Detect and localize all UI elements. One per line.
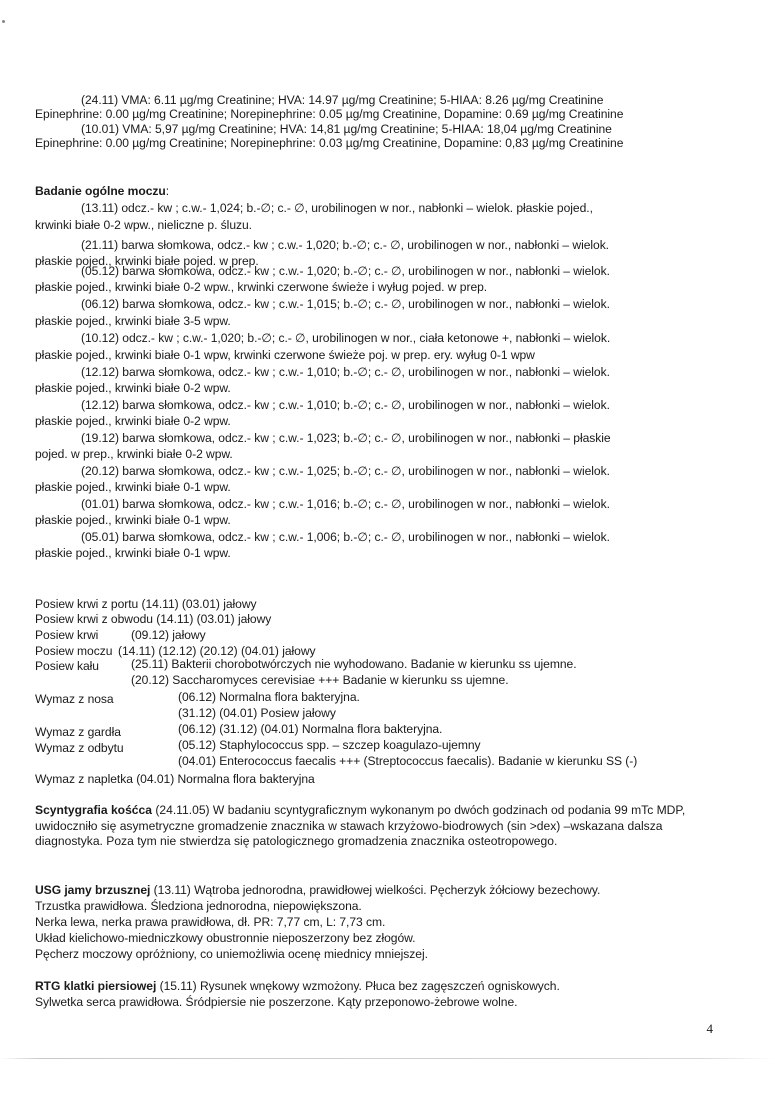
culture-result: (04.01) Enterococcus faecalis +++ (Streptococcus faecalis). Badanie w kierunku SS (-) [178,754,638,768]
urine-line: (05.12) barwa słomkowa, odcz.- kw ; c.w.- 1,020; b.-∅; c.- ∅, urobilinogen w nor., nabłonki – wielok. [81,264,610,278]
usg-text: (13.11) Wątroba jednorodna, prawidłowej wielkości. Pęcherzyk żółciowy bezechowy. [150,883,601,897]
culture-label: Wymaz z napletka (04.01) Normalna flora bakteryjna [35,772,315,786]
urine-line: (01.01) barwa słomkowa, odcz.- kw ; c.w.- 1,016; b.-∅; c.- ∅, urobilinogen w nor., nabłonki – wielok. [81,497,610,511]
scintigraphy-text: (24.11.05) W badaniu scyntygraficznym wykonanym po dwóch godzinach od podania 99 mTc MDP, uwidoczniło się asymetryczne gromadzenie znacznika w stawach krzyżowo-biodrowych (sin >dex) –wskazana dalsza diagnostyka. Poza tym nie stwierdza się patologicznego gromadzenia znacznika osteotropowego. [35,803,686,848]
culture-label: Posiew krwi z obwodu (14.11) (03.01) jałowy [35,612,272,626]
urine-line: (10.12) odcz.- kw ; c.w.- 1,020; b.-∅; c.- ∅, urobilinogen w nor., ciała ketonowe +, nabłonki – wielok. [81,331,611,345]
culture-result: (09.12) jałowy [131,628,206,642]
culture-result: (06.12) (31.12) (04.01) Normalna flora bakteryjna. [178,722,443,736]
urine-line: (06.12) barwa słomkowa, odcz.- kw ; c.w.- 1,015; b.-∅; c.- ∅, urobilinogen w nor., nabłonki – wielok. [81,297,610,311]
urine-line: (13.11) odcz.- kw ; c.w.- 1,024; b.-∅; c.- ∅, urobilinogen w nor., nabłonki – wielok. płaskie pojed., [81,201,593,215]
urine-line: płaskie pojed., krwinki białe 0-1 wpw. [35,546,231,560]
catecholamine-line: (24.11) VMA: 6.11 µg/mg Creatinine; HVA: 14.97 µg/mg Creatinine; 5-HIAA: 8.26 µg/mg Creatinine [81,93,604,107]
scintigraphy-title: Scyntygrafia kośćca [35,803,152,817]
culture-result: (14.11) (12.12) (20.12) (04.01) jałowy [118,644,316,658]
scan-edge-line [0,1058,775,1059]
urine-line: (21.11) barwa słomkowa, odcz.- kw ; c.w.- 1,020; b.-∅; c.- ∅, urobilinogen w nor., nabłonki – wielok. [81,238,609,252]
culture-result: (25.11) Bakterii chorobotwórczych nie wyhodowano. Badanie w kierunku ss ujemne. [131,657,577,671]
usg-line: Układ kielichowo-miedniczkowy obustronnie nieposzerzony bez złogów. [35,931,416,945]
urine-heading [35,184,169,198]
culture-result: (20.12) Saccharomyces cerevisiae +++ Badanie w kierunku ss ujemne. [131,673,509,687]
catecholamine-line: (10.01) VMA: 5,97 µg/mg Creatinine; HVA: 14,81 µg/mg Creatinine; 5-HIAA: 18,04 µg/mg Creatinine [81,122,612,136]
rtg-text: (15.11) Rysunek wnękowy wzmożony. Płuca bez zagęszczeń ogniskowych. [156,979,560,993]
culture-result: (31.12) (04.01) Posiew jałowy [178,706,336,720]
urine-line: płaskie pojed., krwinki białe 0-2 wpw., krwinki czerwone świeże i wyług pojed. w prep. [35,280,488,294]
culture-label: Posiew kału [35,659,99,673]
urine-line: krwinki białe 0-2 wpw., nieliczne p. śluzu. [35,218,252,232]
urine-line: płaskie pojed., krwinki białe 0-1 wpw. [35,513,231,527]
page-number: 4 [706,1021,713,1036]
rtg-first-line [35,979,560,993]
culture-label: Posiew krwi z portu (14.11) (03.01) jałowy [35,597,257,611]
catecholamine-line: Epinephrine: 0.00 µg/mg Creatinine; Norepinephrine: 0.05 µg/mg Creatinine, Dopamine: 0.69 µg/mg Creatinine [35,107,624,121]
urine-line: (12.12) barwa słomkowa, odcz.- kw ; c.w.- 1,010; b.-∅; c.- ∅, urobilinogen w nor., nabłonki – wielok. [81,365,610,379]
urine-heading-colon: : [165,184,170,198]
culture-label: Wymaz z odbytu [35,741,124,755]
urine-line: (05.01) barwa słomkowa, odcz.- kw ; c.w.- 1,006; b.-∅; c.- ∅, urobilinogen w nor., nabłonki – wielok. [81,530,610,544]
urine-line: płaskie pojed., krwinki białe 0-1 wpw, krwinki czerwone świeże poj. w prep. ery. wyług 0-1 wpw [35,348,535,362]
urine-line: płaskie pojed., krwinki białe 3-5 wpw. [35,314,231,328]
urine-line: pojed. w prep., krwinki białe 0-2 wpw. [35,447,233,461]
culture-label: Wymaz z nosa [35,692,114,706]
usg-title: USG jamy brzusznej [35,883,151,897]
usg-line: Pęcherz moczowy opróżniony, co uniemożliwia ocenę miednicy mniejszej. [35,947,428,961]
urine-line: (12.12) barwa słomkowa, odcz.- kw ; c.w.- 1,010; b.-∅; c.- ∅, urobilinogen w nor., nabłonki – wielok. [81,398,610,412]
catecholamine-line: Epinephrine: 0.00 µg/mg Creatinine; Norepinephrine: 0.03 µg/mg Creatinine, Dopamine: 0,83 µg/mg Creatinine [35,136,624,150]
urine-line: płaskie pojed., krwinki białe 0-1 wpw. [35,480,231,494]
scan-mark [2,20,5,23]
culture-result: (06.12) Normalna flora bakteryjna. [178,690,360,704]
rtg-line: Sylwetka serca prawidłowa. Śródpiersie nie poszerzone. Kąty przeponowo-żebrowe wolne. [35,995,518,1009]
culture-result: (05.12) Staphylococcus spp. – szczep koagulazo-ujemny [178,738,481,752]
urine-line: (20.12) barwa słomkowa, odcz.- kw ; c.w.- 1,025; b.-∅; c.- ∅, urobilinogen w nor., nabłonki – wielok. [81,464,610,478]
urine-line: płaskie pojed., krwinki białe 0-2 wpw. [35,414,231,428]
scintigraphy-paragraph [35,803,695,850]
culture-label: Posiew moczu [35,644,113,658]
culture-label: Posiew krwi [35,628,99,642]
urine-line: płaskie pojed., krwinki białe pojed. w prep. [35,254,259,268]
urine-heading-title: Badanie ogólne moczu [35,184,166,198]
culture-label: Wymaz z gardła [35,725,121,739]
rtg-title: RTG klatki piersiowej [35,979,157,993]
urine-line: płaskie pojed., krwinki białe 0-2 wpw. [35,381,231,395]
usg-line: Trzustka prawidłowa. Śledziona jednorodna, niepowiększona. [35,899,362,913]
urine-line: (19.12) barwa słomkowa, odcz.- kw ; c.w.- 1,023; b.-∅; c.- ∅, urobilinogen w nor., nabłonki – płaskie [81,431,611,445]
usg-first-line [35,883,600,897]
usg-line: Nerka lewa, nerka prawa prawidłowa, dł. PR: 7,77 cm, L: 7,73 cm. [35,915,386,929]
